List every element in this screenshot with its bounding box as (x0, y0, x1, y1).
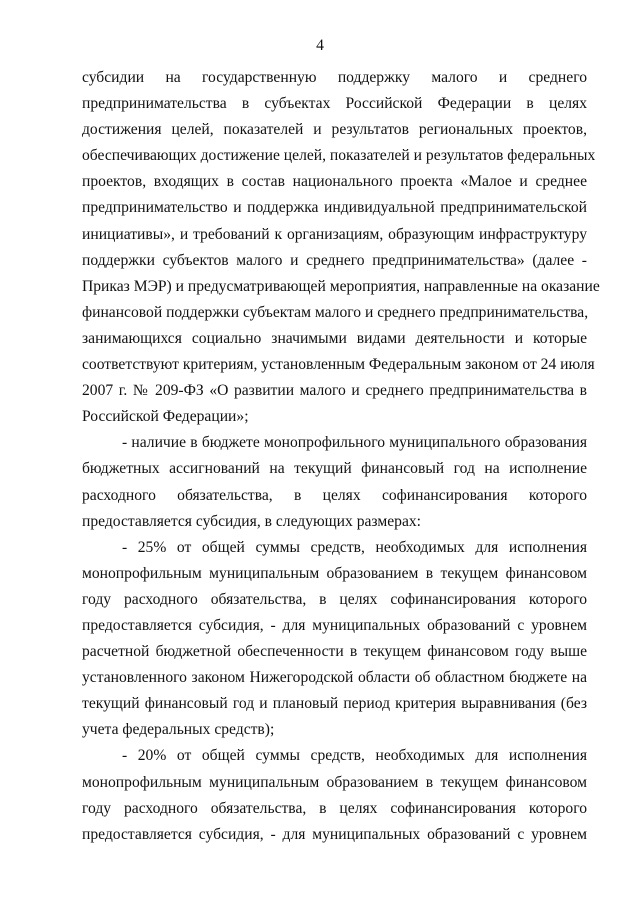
text-line: предоставляется субсидия, - для муниципальных образований с уровнем (82, 825, 587, 843)
text-line: инициативы», и требований к организациям, образующим инфраструктуру (82, 225, 587, 243)
text-line: расходного обязательства, в целях софинансирования которого (82, 486, 587, 504)
text-line: достижения целей, показателей и результатов региональных проектов, (82, 121, 587, 139)
text-line: Российской Федерации»; (82, 408, 249, 426)
text-line: поддержки субъектов малого и среднего предпринимательства» (далее - (82, 251, 587, 269)
text-line: финансовой поддержки субъектам малого и среднего предпринимательства, (82, 303, 589, 321)
text-line: обеспечивающих достижение целей, показателей и результатов федеральных (82, 147, 596, 165)
text-line: - 20% от общей суммы средств, необходимых для исполнения (122, 747, 587, 765)
text-line: - наличие в бюджете монопрофильного муниципального образования (122, 434, 587, 452)
text-line: субсидии на государственную поддержку малого и среднего (82, 69, 587, 86)
text-line: - 25% от общей суммы средств, необходимых для исполнения (122, 538, 587, 556)
text-line: монопрофильным муниципальным образованием в текущем финансовом (82, 564, 587, 582)
text-line: году расходного обязательства, в целях софинансирования которого (82, 799, 587, 817)
text-line: проектов, входящих в состав национального проекта «Малое и среднее (82, 173, 587, 191)
text-line: занимающихся социально значимыми видами деятельности и которые (82, 329, 587, 347)
text-line: году расходного обязательства, в целях софинансирования которого (82, 590, 587, 608)
document-body (82, 65, 600, 848)
text-line: предпринимательства в субъектах Российской Федерации в целях (82, 95, 587, 113)
paragraph (82, 743, 587, 847)
text-line: соответствуют критериям, установленным Федеральным законом от 24 июля (82, 356, 595, 374)
text-line: предоставляется субсидия, в следующих размерах: (82, 512, 422, 530)
text-line: Приказ МЭР) и предусматривающей мероприятия, направленные на оказание (82, 277, 600, 295)
paragraph (82, 535, 587, 744)
text-line: предоставляется субсидия, - для муниципальных образований с уровнем (82, 616, 587, 634)
paragraph (82, 65, 600, 430)
text-line: учета федеральных средств); (82, 721, 275, 739)
text-line: установленного законом Нижегородской области об областном бюджете на (82, 669, 587, 687)
paragraph (82, 430, 587, 534)
text-line: текущий финансовый год и плановый период критерия выравнивания (без (82, 695, 587, 713)
text-line: бюджетных ассигнований на текущий финансовый год на исполнение (82, 460, 587, 478)
text-line: предпринимательство и поддержка индивидуальной предпринимательской (82, 199, 587, 217)
text-line: монопрофильным муниципальным образованием в текущем финансовом (82, 773, 587, 791)
text-line: 2007 г. № 209-ФЗ «О развитии малого и среднего предпринимательства в (82, 382, 587, 400)
text-line: расчетной бюджетной обеспеченности в текущем финансовом году выше (82, 643, 587, 661)
page-number: 4 (316, 37, 324, 54)
